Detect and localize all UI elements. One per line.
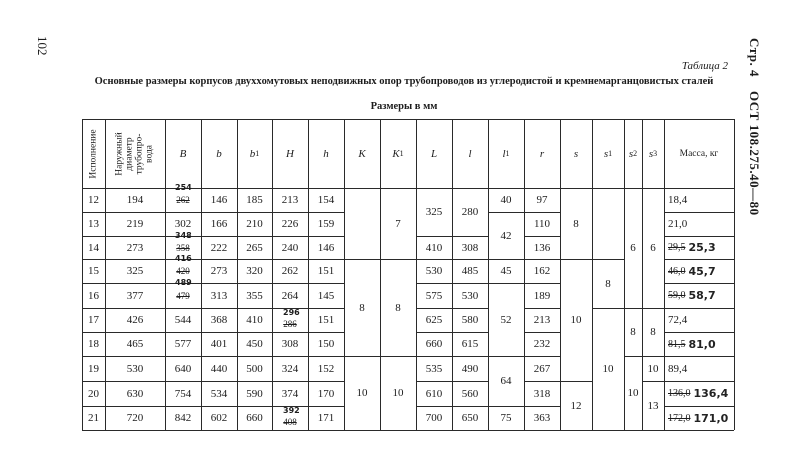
- H-handwritten-correction: 296: [283, 308, 300, 317]
- header-s3-subscript: 3: [653, 149, 658, 158]
- r-cell: 232: [533, 338, 551, 350]
- diameter-cell: 325: [126, 265, 144, 277]
- b1-cell: 410: [246, 314, 263, 326]
- s-cell: 12: [570, 399, 582, 412]
- l1-cell: 75: [500, 412, 512, 424]
- L-cell: 660: [425, 338, 443, 350]
- b-cell: 534: [210, 387, 228, 400]
- ispolnenie-cell: 20: [88, 387, 99, 400]
- B-handwritten-correction: 416: [175, 254, 192, 263]
- b1-cell: 660: [246, 412, 263, 424]
- h-cell: 171: [317, 412, 335, 424]
- r-cell: 162: [533, 265, 551, 277]
- mass-cell: [664, 236, 734, 259]
- h-cell: 151: [317, 265, 335, 277]
- h-cell: 170: [317, 387, 335, 400]
- H-cell: 262: [281, 265, 299, 277]
- header-K-label: K: [358, 147, 366, 160]
- s2-cell: 8: [630, 326, 636, 338]
- s-cell: 8: [573, 217, 579, 230]
- b1-cell: 265: [246, 241, 263, 254]
- diameter-cell: 273: [126, 241, 144, 254]
- h-cell: 159: [317, 218, 335, 230]
- l1-cell: 45: [500, 265, 512, 277]
- ispolnenie-cell: 21: [88, 412, 99, 424]
- mass-old-value: 46,0: [668, 265, 686, 277]
- B-handwritten-correction: 254: [175, 183, 192, 192]
- B-old-value: 262: [176, 195, 190, 205]
- cell-bottom-rule: [560, 430, 592, 431]
- mass-handwritten-correction: 81,0: [688, 337, 716, 351]
- B-handwritten-correction: 489: [175, 278, 192, 287]
- H-cell: 264: [281, 289, 299, 302]
- h-cell: 145: [317, 289, 335, 302]
- ispolnenie-cell: 16: [88, 289, 99, 302]
- mass-cell: [664, 259, 734, 283]
- cell-bottom-rule: [524, 430, 560, 431]
- header-b1-subscript: 1: [255, 149, 260, 158]
- ispolnenie-cell: 15: [88, 265, 99, 277]
- H-cell: [272, 308, 308, 332]
- mass-handwritten-correction: 171,0: [693, 411, 729, 425]
- header-B-label: B: [179, 147, 187, 160]
- header-diameter-label: [115, 132, 155, 175]
- cell-bottom-rule: [237, 430, 272, 431]
- l-cell: 560: [461, 387, 479, 400]
- L-cell: 535: [425, 362, 443, 375]
- cell-bottom-rule: [664, 430, 734, 431]
- table-label: Таблица 2: [681, 60, 728, 72]
- l-cell: 615: [461, 338, 479, 350]
- s3-cell: 6: [650, 242, 656, 254]
- L-cell: 625: [425, 314, 443, 326]
- header-s2-subscript: 2: [633, 149, 638, 158]
- l-cell: 485: [461, 265, 479, 277]
- cell-bottom-rule: [272, 430, 308, 431]
- H-cell: [272, 406, 308, 430]
- header-K1: [380, 119, 416, 188]
- r-cell: 267: [533, 362, 551, 375]
- mass-cell: [664, 332, 734, 356]
- B-cell: 302: [174, 218, 192, 230]
- side-header: [746, 38, 762, 216]
- diameter-cell: 630: [126, 387, 144, 400]
- header-s3-label: s: [648, 147, 654, 160]
- header-B: [165, 119, 201, 188]
- l-cell: 308: [461, 241, 479, 254]
- B-cell: 640: [174, 362, 192, 375]
- s-cell: 10: [570, 314, 582, 326]
- r-cell: 189: [533, 289, 551, 302]
- ispolnenie-cell: 13: [88, 218, 99, 230]
- mass-cell: [664, 283, 734, 308]
- b1-cell: 500: [246, 362, 263, 375]
- H-old-value: 408: [283, 417, 297, 427]
- L-cell: 530: [425, 265, 443, 277]
- standard-code: ОСТ 108.275.40—80: [747, 91, 762, 216]
- header-H: [272, 119, 308, 188]
- header-s: [560, 119, 592, 188]
- header-ispolnenie: [82, 119, 105, 188]
- cell-bottom-rule: [165, 430, 201, 431]
- b-cell: 602: [210, 412, 228, 424]
- h-cell: 150: [317, 338, 335, 350]
- table-title: Основные размеры корпусов двухxомутовых неподвижных опор трубопроводов из углеродистой и кремнемарганцовистых сталей: [94, 76, 714, 87]
- b1-cell: 320: [246, 265, 263, 277]
- b1-cell: 355: [246, 289, 263, 302]
- s1-cell: 8: [605, 277, 611, 290]
- header-s3: [642, 119, 664, 188]
- mass-cell: 72,4: [668, 314, 688, 326]
- header-H-label: H: [286, 147, 294, 160]
- H-cell: 213: [281, 194, 299, 206]
- header-l1-subscript: 1: [505, 149, 510, 158]
- header-b1-label: b: [249, 147, 256, 160]
- r-cell: 136: [533, 241, 551, 254]
- b-cell: 401: [210, 338, 228, 350]
- header-s-label: s: [573, 147, 579, 160]
- b1-cell: 450: [246, 338, 263, 350]
- r-cell: 213: [533, 314, 551, 326]
- l1-cell: 64: [500, 375, 512, 387]
- ispolnenie-cell: 14: [88, 241, 99, 254]
- H-handwritten-correction: 392: [283, 406, 300, 415]
- header-diameter-line: диаметр: [124, 136, 135, 171]
- mass-old-value: 59,0: [668, 290, 686, 301]
- mass-handwritten-correction: 136,4: [693, 387, 729, 400]
- mass-old-value: 81,5: [668, 338, 686, 350]
- B-cell: [165, 183, 201, 212]
- header-r: [524, 119, 560, 188]
- cell-bottom-rule: [592, 430, 624, 431]
- header-diameter: [105, 119, 165, 188]
- mass-handwritten-correction: 58,7: [688, 289, 716, 302]
- header-L: [416, 119, 452, 188]
- B-handwritten-correction: 348: [175, 231, 192, 240]
- B-old-value: 479: [176, 290, 190, 301]
- L-cell: 325: [425, 206, 443, 218]
- header-K1-subscript: 1: [399, 149, 404, 158]
- units-caption: Размеры в мм: [370, 101, 438, 112]
- header-b: [201, 119, 237, 188]
- r-cell: 318: [533, 387, 551, 400]
- header-diameter-line: трубопро-: [134, 133, 145, 174]
- K-cell: 8: [359, 301, 365, 314]
- header-s1-subscript: 1: [608, 149, 613, 158]
- cell-bottom-rule: [488, 430, 524, 431]
- mass-cell: 18,4: [668, 194, 688, 206]
- table-right-rule: [734, 119, 735, 430]
- b-cell: 368: [210, 314, 228, 326]
- diameter-cell: 377: [126, 289, 144, 302]
- b1-cell: 185: [246, 194, 263, 206]
- mass-old-value: 136,0: [668, 388, 691, 399]
- header-h: [308, 119, 344, 188]
- cell-bottom-rule: [642, 430, 664, 431]
- header-mass-label: Масса, кг: [679, 148, 719, 159]
- l-cell: 490: [461, 362, 479, 375]
- B-cell: 754: [174, 387, 192, 400]
- mass-cell: [664, 406, 734, 430]
- cell-bottom-rule: [416, 430, 452, 431]
- header-b1: [237, 119, 272, 188]
- L-cell: 610: [425, 387, 443, 400]
- K1-cell: 8: [395, 301, 401, 314]
- cell-bottom-rule: [201, 430, 237, 431]
- b-cell: 146: [210, 194, 228, 206]
- diameter-cell: 219: [126, 218, 144, 230]
- diameter-cell: 194: [126, 194, 144, 206]
- ispolnenie-cell: 19: [88, 362, 99, 375]
- header-diameter-line: вода: [144, 144, 155, 163]
- header-K1-label: K: [392, 147, 400, 160]
- s3-cell: 10: [647, 362, 659, 375]
- header-s1-label: s: [603, 147, 609, 160]
- H-cell: 374: [281, 387, 299, 400]
- mass-cell: 89,4: [668, 362, 688, 375]
- b-cell: 166: [210, 218, 228, 230]
- header-K: [344, 119, 380, 188]
- ispolnenie-cell: 18: [88, 338, 99, 350]
- header-L-label: L: [430, 147, 438, 160]
- b-cell: 313: [210, 289, 228, 302]
- header-b-label: b: [216, 147, 222, 160]
- mass-handwritten-correction: 25,3: [688, 241, 716, 254]
- s3-cell: 13: [647, 399, 659, 412]
- B-cell: [165, 278, 201, 308]
- header-diameter-line: Наружный: [114, 131, 125, 176]
- B-cell: 544: [174, 314, 192, 326]
- H-cell: 226: [281, 218, 299, 230]
- b-cell: 222: [210, 241, 228, 254]
- b1-cell: 590: [246, 387, 263, 400]
- cell-bottom-rule: [380, 430, 416, 431]
- page-number: 102: [35, 36, 50, 56]
- h-cell: 152: [317, 362, 335, 375]
- H-cell: 308: [281, 338, 299, 350]
- ispolnenie-cell: 12: [88, 194, 99, 206]
- cell-bottom-rule: [82, 430, 105, 431]
- b1-cell: 210: [246, 218, 263, 230]
- header-s2-label: s: [628, 147, 634, 160]
- B-old-value: 358: [176, 242, 190, 253]
- l1-cell: 52: [500, 313, 512, 326]
- h-cell: 146: [317, 241, 335, 254]
- cell-bottom-rule: [105, 430, 165, 431]
- page-ref: Стр. 4: [747, 38, 762, 77]
- s1-cell: 10: [602, 363, 614, 375]
- r-cell: 97: [536, 194, 548, 206]
- diameter-cell: 720: [126, 412, 144, 424]
- B-old-value: 420: [176, 266, 190, 276]
- l-cell: 530: [461, 289, 479, 302]
- l-cell: 580: [461, 314, 479, 326]
- diameter-cell: 465: [126, 338, 144, 350]
- header-r-label: r: [539, 147, 545, 160]
- s2-cell: 6: [630, 242, 636, 254]
- r-cell: 110: [533, 218, 551, 230]
- mass-cell: [664, 381, 734, 406]
- header-l: [452, 119, 488, 188]
- header-l-label: l: [468, 147, 472, 160]
- mass-cell: 21,0: [668, 218, 688, 230]
- B-cell: 842: [174, 412, 192, 424]
- header-l1: [488, 119, 524, 188]
- diameter-cell: 426: [126, 314, 144, 326]
- l1-cell: 40: [500, 194, 512, 206]
- cell-bottom-rule: [308, 430, 344, 431]
- header-mass: [664, 119, 734, 188]
- diameter-cell: 530: [126, 362, 144, 375]
- header-s1: [592, 119, 624, 188]
- cell-bottom-rule: [344, 430, 380, 431]
- header-s2: [624, 119, 642, 188]
- cell-bottom-rule: [624, 430, 642, 431]
- mass-handwritten-correction: 45,7: [688, 264, 716, 278]
- l-cell: 650: [461, 412, 479, 424]
- K-cell: 10: [356, 387, 368, 399]
- header-h-label: h: [323, 147, 329, 160]
- l-cell: 280: [461, 206, 479, 218]
- L-cell: 410: [425, 241, 443, 254]
- b-cell: 273: [210, 265, 228, 277]
- cell-bottom-rule: [452, 430, 488, 431]
- mass-old-value: 172,0: [668, 412, 691, 424]
- H-old-value: 286: [283, 319, 297, 329]
- h-cell: 154: [317, 194, 335, 206]
- K1-cell: 10: [392, 387, 404, 399]
- H-cell: 324: [281, 362, 299, 375]
- header-ispolnenie-label: Исполнение: [88, 128, 99, 179]
- h-cell: 151: [317, 314, 335, 326]
- H-cell: 240: [281, 241, 299, 254]
- L-cell: 700: [425, 412, 443, 424]
- B-cell: 577: [174, 338, 192, 350]
- header-l1-label: l: [502, 147, 506, 160]
- s3-cell: 8: [650, 326, 656, 338]
- L-cell: 575: [425, 289, 443, 302]
- r-cell: 363: [533, 412, 551, 424]
- K1-cell: 7: [395, 217, 401, 230]
- ispolnenie-cell: 17: [88, 314, 99, 326]
- s2-cell: 10: [627, 387, 639, 399]
- l1-cell: 42: [500, 229, 512, 242]
- mass-old-value: 29,5: [668, 242, 686, 253]
- b-cell: 440: [210, 362, 228, 375]
